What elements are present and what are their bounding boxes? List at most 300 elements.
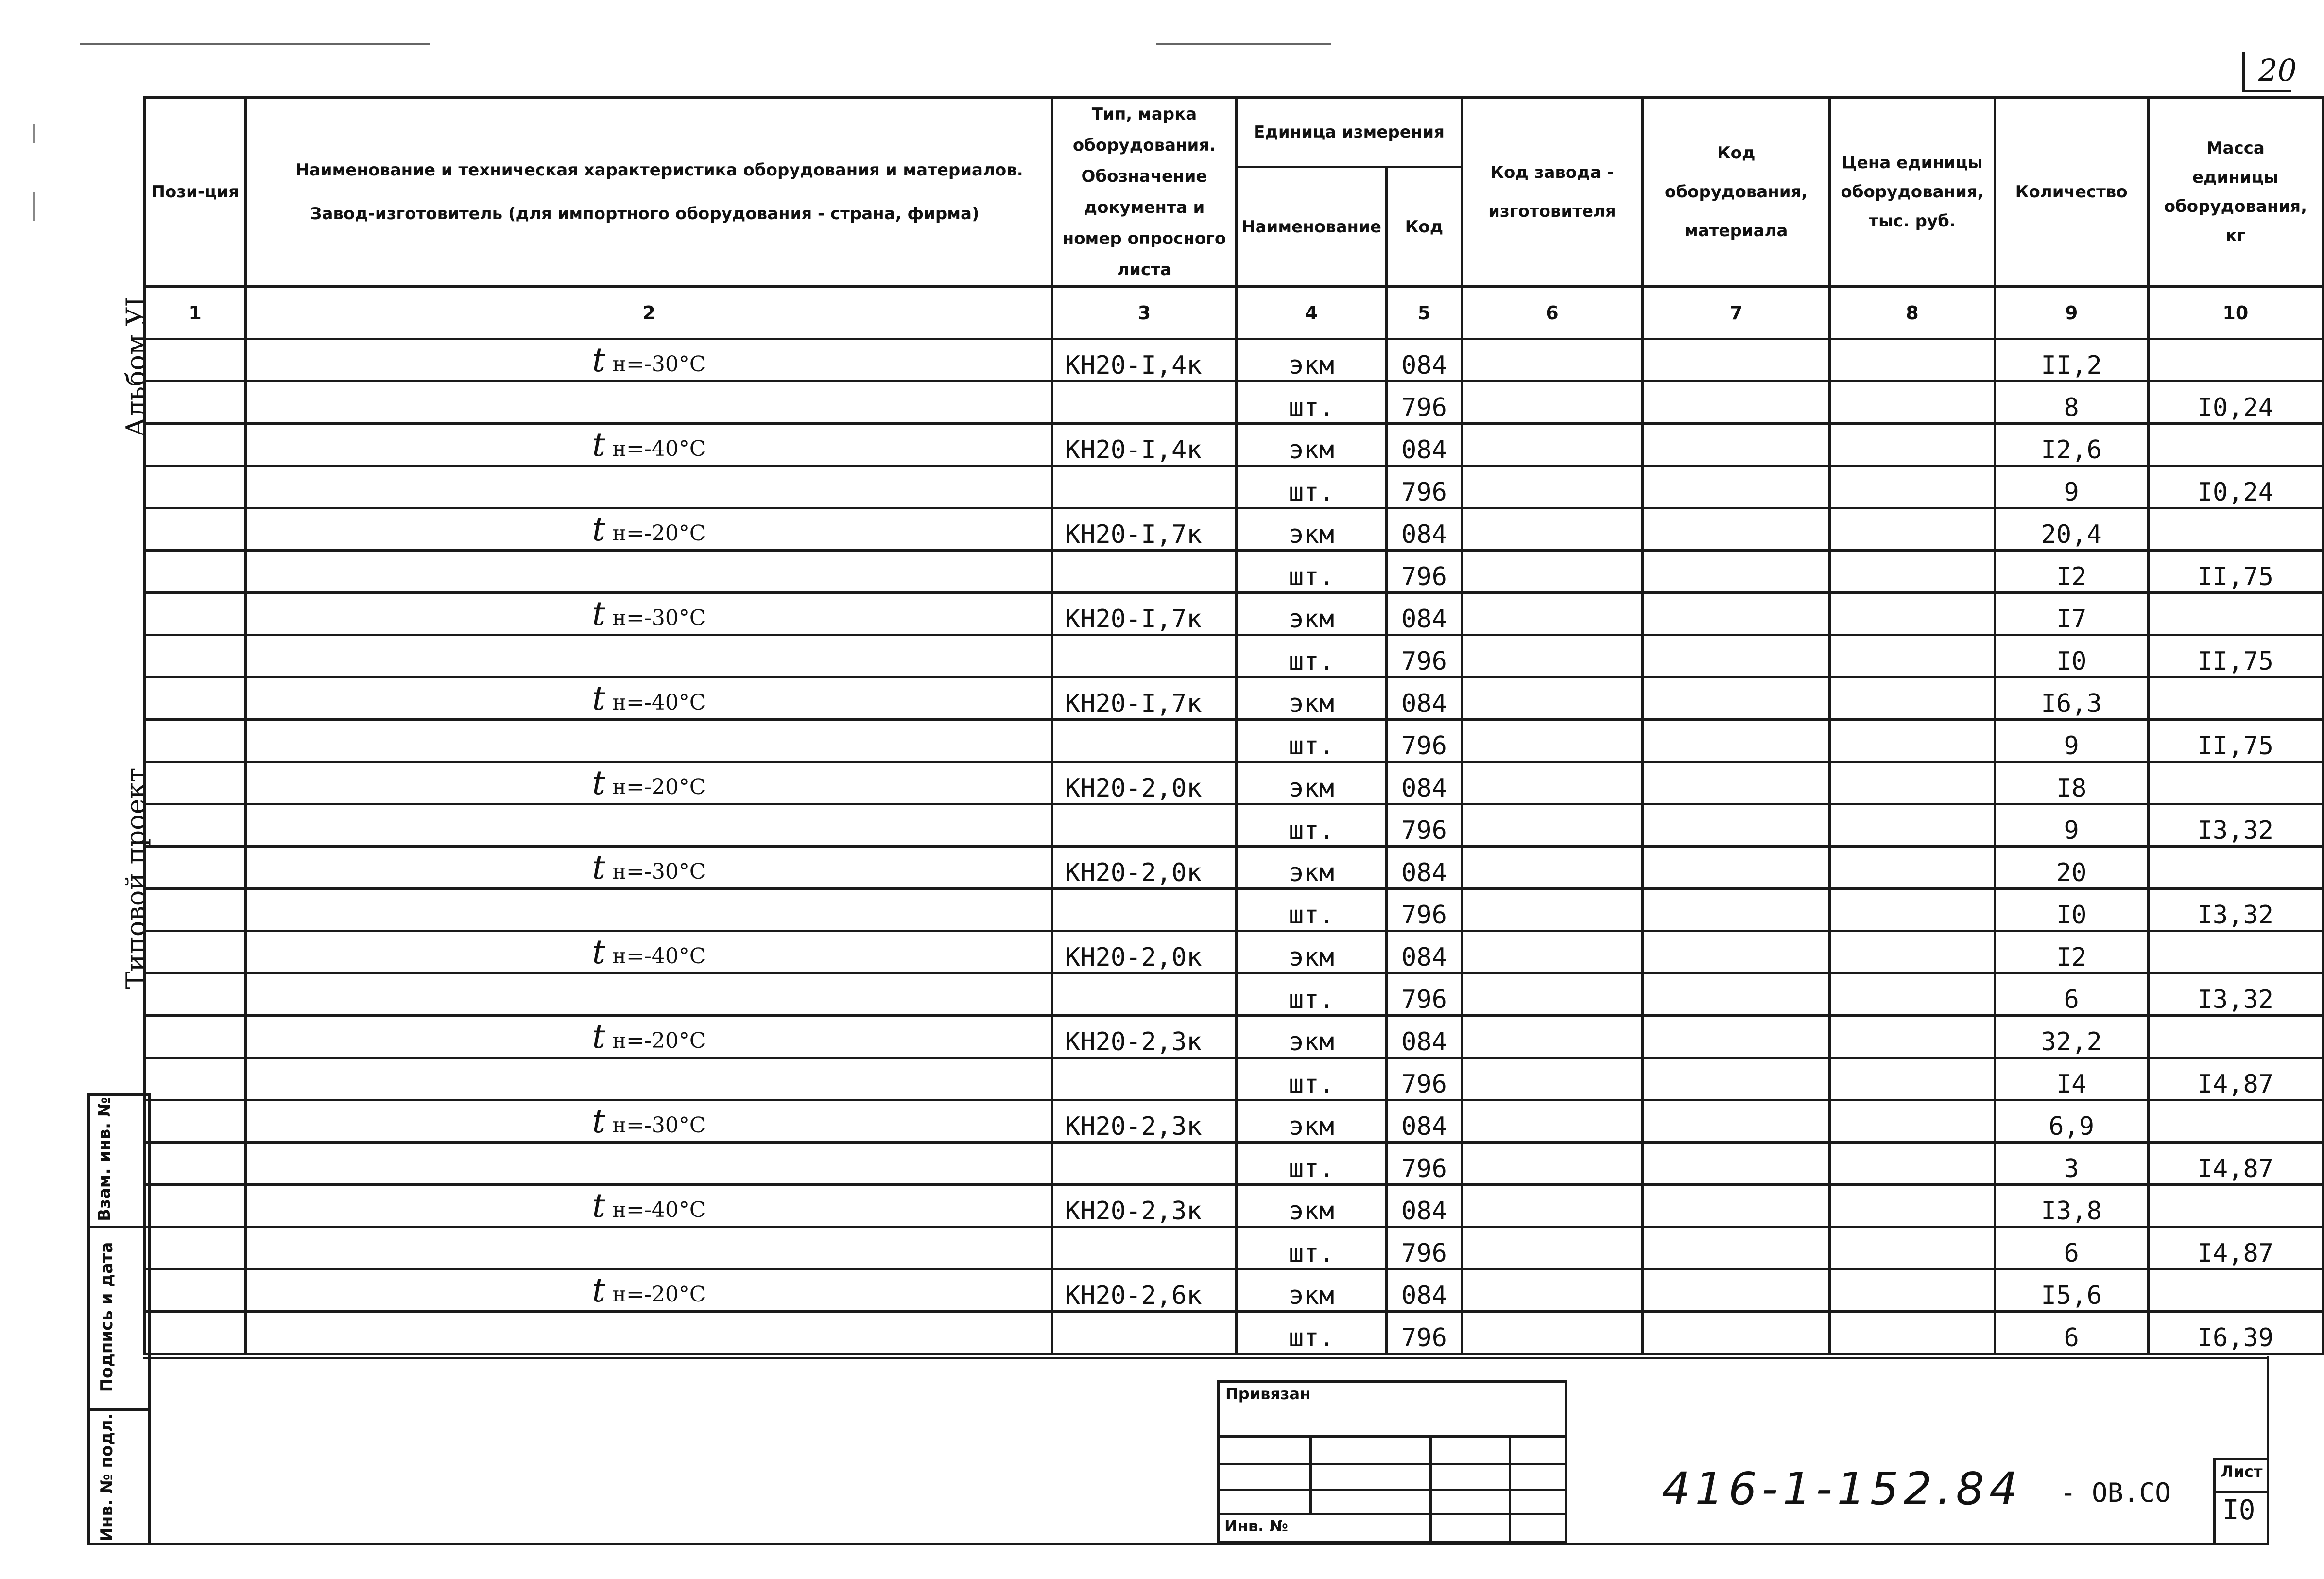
cell-type <box>1052 382 1236 424</box>
cell-type <box>1052 1058 1236 1100</box>
cell-price <box>1830 762 1995 804</box>
cell-mass <box>2148 720 2323 762</box>
page-number: 20 <box>2258 52 2297 88</box>
cell-unit-code <box>1386 508 1462 551</box>
hdr-factory-code: Код завода - изготовителя <box>1462 98 1642 287</box>
cell-unit-code <box>1386 424 1462 466</box>
cell-price <box>1830 508 1995 551</box>
cell-unit-name <box>1237 847 1387 889</box>
cell-equipment-code <box>1643 973 1830 1016</box>
cell-position <box>145 889 246 931</box>
hdr-price: Цена единицы оборудования, тыс. руб. <box>1830 98 1995 287</box>
table-row <box>145 424 2323 466</box>
cell-unit-name <box>1237 720 1387 762</box>
cell-unit-code <box>1386 889 1462 931</box>
cell-unit-code <box>1386 339 1462 382</box>
cell-price <box>1830 677 1995 720</box>
cell-quantity <box>1995 889 2148 931</box>
temperature-value: н=-30°С <box>612 605 706 630</box>
cell-quantity <box>1995 677 2148 720</box>
cell-factory-code <box>1462 720 1642 762</box>
temperature-symbol: t <box>592 1271 605 1310</box>
cell-type <box>1052 1312 1236 1354</box>
cell-price <box>1830 889 1995 931</box>
cell-type <box>1052 339 1236 382</box>
cell-name <box>246 931 1052 973</box>
colnum-9: 9 <box>1995 287 2148 339</box>
specification-table <box>143 96 2324 1355</box>
inv-no-label: Инв. № <box>1224 1517 1288 1535</box>
cell-equipment-code <box>1643 1185 1830 1227</box>
cell-position <box>145 973 246 1016</box>
unit-value: экм <box>1289 858 1334 887</box>
cell-equipment-code <box>1643 1312 1830 1354</box>
table-row <box>145 720 2323 762</box>
table-row <box>145 593 2323 635</box>
code-value: 084 <box>1401 774 1447 803</box>
cell-quantity <box>1995 593 2148 635</box>
unit-value: экм <box>1289 605 1334 634</box>
cell-type <box>1052 931 1236 973</box>
header-row <box>145 98 2323 167</box>
cell-equipment-code <box>1643 466 1830 508</box>
unit-value: экм <box>1289 774 1334 803</box>
temperature-symbol: t <box>592 1186 605 1225</box>
cell-mass <box>2148 1058 2323 1100</box>
unit-value: экм <box>1289 943 1334 972</box>
type-value: КН20-2,0к <box>1065 943 1202 972</box>
cell-type <box>1052 1269 1236 1312</box>
cell-factory-code <box>1462 1143 1642 1185</box>
cell-position <box>145 1185 246 1227</box>
temperature-value: н=-40°С <box>612 1197 706 1222</box>
cell-equipment-code <box>1643 931 1830 973</box>
unit-value: шт. <box>1289 816 1334 845</box>
sheet-box-divider <box>2216 1491 2269 1493</box>
cell-type <box>1052 635 1236 677</box>
column-number-row <box>145 287 2323 339</box>
cell-unit-name <box>1237 424 1387 466</box>
cell-mass <box>2148 1312 2323 1354</box>
hdr-type: Тип, марка оборудования. Обозначение документа и номер опросного листа <box>1052 98 1236 287</box>
cell-unit-code <box>1386 931 1462 973</box>
cell-position <box>145 1016 246 1058</box>
quantity-value: 6 <box>2064 985 2079 1014</box>
quantity-value: 32,2 <box>2041 1027 2102 1057</box>
cell-name <box>246 593 1052 635</box>
cell-mass <box>2148 1016 2323 1058</box>
cell-type <box>1052 762 1236 804</box>
table-row <box>145 677 2323 720</box>
cell-price <box>1830 973 1995 1016</box>
type-value: КН20-2,0к <box>1065 774 1202 803</box>
temperature-value: н=-30°С <box>612 859 706 884</box>
cell-quantity <box>1995 466 2148 508</box>
cell-type <box>1052 466 1236 508</box>
cell-price <box>1830 424 1995 466</box>
cell-quantity <box>1995 1227 2148 1269</box>
cell-name <box>246 1227 1052 1269</box>
temperature-symbol: t <box>592 1017 605 1056</box>
code-value: 084 <box>1401 605 1447 634</box>
code-value: 796 <box>1401 901 1447 930</box>
cell-equipment-code <box>1643 1058 1830 1100</box>
colnum-3: 3 <box>1052 287 1236 339</box>
quantity-value: 8 <box>2064 393 2079 422</box>
cell-equipment-code <box>1643 762 1830 804</box>
cell-factory-code <box>1462 635 1642 677</box>
table-row <box>145 1227 2323 1269</box>
cell-position <box>145 1058 246 1100</box>
cell-quantity <box>1995 424 2148 466</box>
hdr-unit-group: Единица измерения <box>1237 98 1462 167</box>
cell-unit-name <box>1237 551 1387 593</box>
unit-value: шт. <box>1289 393 1334 422</box>
cell-type <box>1052 593 1236 635</box>
type-value: КН20-2,0к <box>1065 858 1202 887</box>
cell-factory-code <box>1462 677 1642 720</box>
cell-unit-name <box>1237 635 1387 677</box>
cell-mass <box>2148 1143 2323 1185</box>
temperature-symbol: t <box>592 594 605 633</box>
cell-type <box>1052 889 1236 931</box>
code-value: 084 <box>1401 858 1447 887</box>
cell-equipment-code <box>1643 720 1830 762</box>
cell-factory-code <box>1462 1185 1642 1227</box>
hdr-equipment-code: Код оборудования, материала <box>1643 98 1830 287</box>
cell-factory-code <box>1462 973 1642 1016</box>
frame-bottom <box>87 1543 2269 1545</box>
cell-quantity <box>1995 720 2148 762</box>
cell-price <box>1830 382 1995 424</box>
hdr-quantity: Количество <box>1995 98 2148 287</box>
cell-type <box>1052 551 1236 593</box>
cell-name <box>246 1016 1052 1058</box>
cell-type <box>1052 973 1236 1016</box>
cell-unit-name <box>1237 508 1387 551</box>
cell-unit-code <box>1386 1016 1462 1058</box>
cell-position <box>145 382 246 424</box>
cell-factory-code <box>1462 466 1642 508</box>
unit-value: шт. <box>1289 1070 1334 1099</box>
cell-name <box>246 635 1052 677</box>
code-value: 084 <box>1401 943 1447 972</box>
cell-position <box>145 551 246 593</box>
cell-factory-code <box>1462 1016 1642 1058</box>
document-number: 416-1-152.84 <box>1662 1463 2023 1515</box>
cell-equipment-code <box>1643 1016 1830 1058</box>
cell-name <box>246 1100 1052 1143</box>
cell-name <box>246 677 1052 720</box>
cell-factory-code <box>1462 508 1642 551</box>
cell-type <box>1052 1016 1236 1058</box>
cell-equipment-code <box>1643 635 1830 677</box>
hdr-position: Пози-ция <box>145 98 246 287</box>
code-value: 796 <box>1401 1154 1447 1183</box>
cell-name <box>246 1185 1052 1227</box>
mass-value: I3,32 <box>2197 901 2274 930</box>
cell-price <box>1830 1227 1995 1269</box>
cell-position <box>145 424 246 466</box>
quantity-value: I6,3 <box>2041 689 2102 718</box>
temperature-value: н=-40°С <box>612 690 706 715</box>
cell-quantity <box>1995 508 2148 551</box>
cell-position <box>145 1143 246 1185</box>
cell-factory-code <box>1462 551 1642 593</box>
table-row <box>145 1185 2323 1227</box>
top-rule-right <box>1156 43 1331 45</box>
table-row <box>145 466 2323 508</box>
code-value: 084 <box>1401 1281 1447 1310</box>
mass-value: II,75 <box>2197 731 2274 761</box>
temperature-value: н=-40°С <box>612 943 706 969</box>
code-value: 084 <box>1401 1112 1447 1141</box>
cell-equipment-code <box>1643 551 1830 593</box>
cell-name <box>246 847 1052 889</box>
cell-mass <box>2148 508 2323 551</box>
unit-value: шт. <box>1289 1154 1334 1183</box>
type-value: КН20-2,3к <box>1065 1027 1202 1057</box>
cell-unit-name <box>1237 1269 1387 1312</box>
code-value: 796 <box>1401 1239 1447 1268</box>
cell-factory-code <box>1462 1269 1642 1312</box>
cell-type <box>1052 847 1236 889</box>
code-value: 084 <box>1401 435 1447 465</box>
cell-price <box>1830 635 1995 677</box>
corner-mark-v <box>2242 52 2245 91</box>
type-value: КН20-2,3к <box>1065 1197 1202 1226</box>
cell-equipment-code <box>1643 339 1830 382</box>
cell-position <box>145 1227 246 1269</box>
pb-v3 <box>1509 1435 1511 1543</box>
table-row <box>145 508 2323 551</box>
cell-mass <box>2148 1100 2323 1143</box>
corner-mark-h <box>2242 90 2291 92</box>
cell-equipment-code <box>1643 1100 1830 1143</box>
unit-value: экм <box>1289 1281 1334 1310</box>
cell-position <box>145 1269 246 1312</box>
cell-mass <box>2148 424 2323 466</box>
code-value: 796 <box>1401 731 1447 761</box>
cell-mass <box>2148 762 2323 804</box>
cell-name <box>246 804 1052 847</box>
cell-position <box>145 804 246 847</box>
cell-unit-code <box>1386 973 1462 1016</box>
unit-value: экм <box>1289 1197 1334 1226</box>
unit-value: экм <box>1289 689 1334 718</box>
temperature-symbol: t <box>592 679 605 718</box>
cell-price <box>1830 339 1995 382</box>
type-value: КН20-I,4к <box>1065 351 1202 380</box>
temperature-symbol: t <box>592 1102 605 1141</box>
cell-quantity <box>1995 1100 2148 1143</box>
code-value: 796 <box>1401 1323 1447 1353</box>
pb-h1 <box>1220 1435 1565 1438</box>
sheet-number: I0 <box>2222 1494 2255 1526</box>
cell-type <box>1052 508 1236 551</box>
cell-factory-code <box>1462 424 1642 466</box>
margin-mark-2 <box>33 192 35 221</box>
cell-position <box>145 593 246 635</box>
cell-price <box>1830 1058 1995 1100</box>
cell-price <box>1830 931 1995 973</box>
mass-value: I6,39 <box>2197 1323 2274 1353</box>
cell-name <box>246 551 1052 593</box>
quantity-value: I8 <box>2056 774 2087 803</box>
cell-price <box>1830 466 1995 508</box>
table-row <box>145 1312 2323 1354</box>
cell-name <box>246 889 1052 931</box>
cell-factory-code <box>1462 804 1642 847</box>
cell-name <box>246 762 1052 804</box>
code-value: 084 <box>1401 689 1447 718</box>
temperature-value: н=-30°С <box>612 1112 706 1138</box>
sheet-box <box>2213 1458 2269 1545</box>
cell-mass <box>2148 677 2323 720</box>
cell-unit-name <box>1237 339 1387 382</box>
privyazan-label: Привязан <box>1225 1385 1311 1403</box>
unit-value: экм <box>1289 520 1334 549</box>
cell-position <box>145 762 246 804</box>
cell-mass <box>2148 973 2323 1016</box>
cell-position <box>145 466 246 508</box>
code-value: 796 <box>1401 647 1447 676</box>
hdr-name-line1: Наименование и техническая характеристика оборудования и материалов. <box>295 160 1023 180</box>
code-value: 084 <box>1401 1197 1447 1226</box>
cell-mass <box>2148 847 2323 889</box>
cell-quantity <box>1995 1312 2148 1354</box>
type-value: КН20-I,7к <box>1065 689 1202 718</box>
table-row <box>145 635 2323 677</box>
temperature-value: н=-20°С <box>612 1028 706 1053</box>
cell-unit-code <box>1386 804 1462 847</box>
cell-unit-name <box>1237 1100 1387 1143</box>
unit-value: шт. <box>1289 901 1334 930</box>
table-row <box>145 847 2323 889</box>
colnum-4: 4 <box>1237 287 1387 339</box>
unit-value: шт. <box>1289 1323 1334 1353</box>
quantity-value: 3 <box>2064 1154 2079 1183</box>
colnum-2: 2 <box>246 287 1052 339</box>
cell-factory-code <box>1462 1312 1642 1354</box>
cell-equipment-code <box>1643 1143 1830 1185</box>
sheet-label: Лист <box>2221 1462 2263 1481</box>
code-value: 796 <box>1401 1070 1447 1099</box>
code-value: 796 <box>1401 478 1447 507</box>
cell-unit-name <box>1237 677 1387 720</box>
cell-factory-code <box>1462 931 1642 973</box>
cell-position <box>145 635 246 677</box>
colnum-8: 8 <box>1830 287 1995 339</box>
unit-value: шт. <box>1289 731 1334 761</box>
code-value: 796 <box>1401 816 1447 845</box>
cell-quantity <box>1995 339 2148 382</box>
colnum-5: 5 <box>1386 287 1462 339</box>
cell-name <box>246 1058 1052 1100</box>
cell-price <box>1830 1269 1995 1312</box>
code-value: 796 <box>1401 985 1447 1014</box>
mass-value: I3,32 <box>2197 816 2274 845</box>
cell-equipment-code <box>1643 889 1830 931</box>
quantity-value: 9 <box>2064 478 2079 507</box>
cell-quantity <box>1995 1016 2148 1058</box>
cell-price <box>1830 720 1995 762</box>
cell-quantity <box>1995 762 2148 804</box>
cell-position <box>145 720 246 762</box>
cell-unit-code <box>1386 635 1462 677</box>
cell-name <box>246 973 1052 1016</box>
cell-mass <box>2148 804 2323 847</box>
unit-value: шт. <box>1289 562 1334 591</box>
cell-type <box>1052 720 1236 762</box>
cell-position <box>145 508 246 551</box>
table-row <box>145 551 2323 593</box>
cell-unit-name <box>1237 1185 1387 1227</box>
cell-mass <box>2148 1185 2323 1227</box>
temperature-value: н=-20°С <box>612 774 706 799</box>
cell-type <box>1052 1185 1236 1227</box>
cell-unit-name <box>1237 889 1387 931</box>
stamp-div-1 <box>87 1226 151 1228</box>
unit-value: шт. <box>1289 478 1334 507</box>
cell-position <box>145 1312 246 1354</box>
table-row <box>145 889 2323 931</box>
cell-position <box>145 847 246 889</box>
cell-name <box>246 1312 1052 1354</box>
temperature-symbol: t <box>592 848 605 887</box>
cell-name <box>246 424 1052 466</box>
quantity-value: II,2 <box>2041 351 2102 380</box>
temperature-value: н=-40°С <box>612 436 706 461</box>
mass-value: I4,87 <box>2197 1070 2274 1099</box>
project-label: Типовой проект <box>121 767 151 989</box>
cell-name <box>246 1143 1052 1185</box>
cell-unit-name <box>1237 1143 1387 1185</box>
table-row <box>145 1143 2323 1185</box>
cell-quantity <box>1995 1143 2148 1185</box>
cell-factory-code <box>1462 593 1642 635</box>
type-value: КН20-2,3к <box>1065 1112 1202 1141</box>
temperature-value: н=-20°С <box>612 521 706 546</box>
cell-unit-name <box>1237 1058 1387 1100</box>
table-bottom-rule <box>143 1357 2269 1359</box>
cell-unit-name <box>1237 804 1387 847</box>
unit-value: шт. <box>1289 985 1334 1014</box>
type-value: КН20-2,6к <box>1065 1281 1202 1310</box>
code-value: 084 <box>1401 520 1447 549</box>
type-value: КН20-I,7к <box>1065 605 1202 634</box>
unit-value: шт. <box>1289 1239 1334 1268</box>
cell-mass <box>2148 931 2323 973</box>
cell-equipment-code <box>1643 593 1830 635</box>
stamp-vzam: Взам. инв. № <box>95 1097 114 1221</box>
unit-value: экм <box>1289 351 1334 380</box>
cell-factory-code <box>1462 847 1642 889</box>
temperature-symbol: t <box>592 763 605 802</box>
cell-equipment-code <box>1643 847 1830 889</box>
code-value: 796 <box>1401 393 1447 422</box>
type-value: КН20-I,4к <box>1065 435 1202 465</box>
cell-unit-code <box>1386 466 1462 508</box>
cell-position <box>145 931 246 973</box>
cell-mass <box>2148 466 2323 508</box>
cell-factory-code <box>1462 889 1642 931</box>
cell-unit-code <box>1386 1058 1462 1100</box>
quantity-value: 6 <box>2064 1239 2079 1268</box>
cell-mass <box>2148 635 2323 677</box>
stamp-inv: Инв. № подл. <box>97 1413 117 1542</box>
cell-type <box>1052 1143 1236 1185</box>
